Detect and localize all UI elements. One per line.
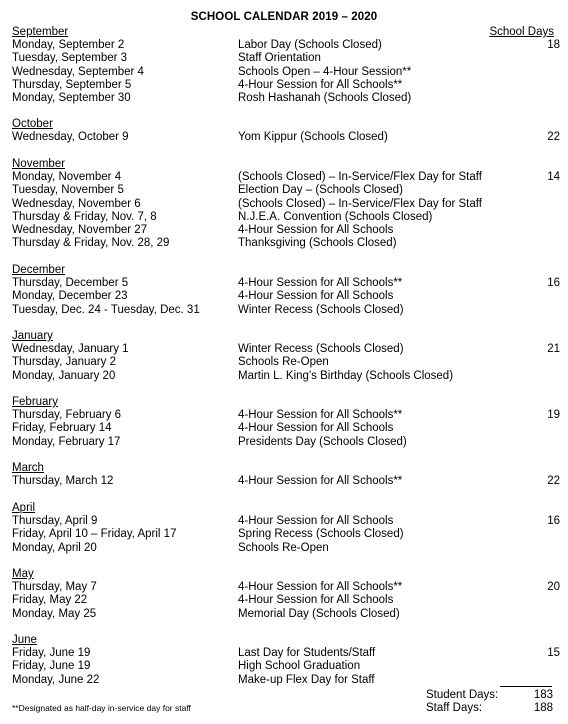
- row-date: Thursday, February 6: [12, 409, 122, 422]
- row-date: Monday, September 2: [12, 39, 125, 52]
- month-section-june: [12, 634, 560, 687]
- row-date: Tuesday, September 3: [12, 52, 128, 65]
- row-date: Thursday, January 2: [12, 356, 116, 369]
- row-event: Spring Recess (Schools Closed): [238, 528, 404, 541]
- month-heading: March: [12, 462, 44, 474]
- calendar-row: [12, 39, 560, 52]
- row-event: 4-Hour Session for All Schools: [238, 290, 394, 303]
- calendar-row: [12, 581, 560, 594]
- row-date: Thursday, September 5: [12, 78, 132, 91]
- month-section-october: [12, 118, 560, 144]
- calendar-row: [12, 304, 560, 317]
- month-section-january: [12, 330, 560, 383]
- month-school-days: 18: [547, 39, 560, 52]
- row-event: (Schools Closed) – In-Service/Flex Day for Staff: [238, 197, 482, 210]
- calendar-row: [12, 211, 560, 224]
- row-date: Wednesday, November 27: [12, 223, 148, 236]
- calendar-row: [12, 66, 560, 79]
- calendar-row: [12, 409, 560, 422]
- month-section-february: [12, 396, 560, 449]
- school-days-column-header: School Days: [489, 26, 554, 38]
- row-event: Thanksgiving (Schools Closed): [238, 237, 397, 250]
- student-days-value: 183: [533, 689, 553, 701]
- month-section-september: [12, 26, 560, 105]
- row-date: Monday, November 4: [12, 171, 122, 184]
- calendar-row: [12, 184, 560, 197]
- calendar-row: [12, 356, 560, 369]
- row-date: Thursday, May 7: [12, 581, 97, 594]
- row-date: Thursday & Friday, Nov. 28, 29: [12, 237, 170, 250]
- month-school-days: 15: [547, 647, 560, 660]
- calendar-row: [12, 422, 560, 435]
- calendar-row: [12, 660, 560, 673]
- month-heading: December: [12, 264, 66, 276]
- month-heading: November: [12, 158, 66, 170]
- month-school-days: 14: [547, 171, 560, 184]
- row-event: High School Graduation: [238, 660, 361, 673]
- row-event: 4-Hour Session for All Schools**: [238, 78, 403, 91]
- row-event: Schools Open – 4-Hour Session**: [238, 65, 412, 78]
- row-event: 4-Hour Session for All Schools: [238, 223, 394, 236]
- month-heading: April: [12, 502, 36, 514]
- row-date: Tuesday, Dec. 24 - Tuesday, Dec. 31: [12, 303, 200, 316]
- month-school-days: 20: [547, 581, 560, 594]
- calendar-row: [12, 198, 560, 211]
- month-section-november: [12, 158, 560, 250]
- month-section-april: [12, 502, 560, 555]
- row-event: Schools Re-Open: [238, 356, 329, 369]
- month-school-days: 22: [547, 475, 560, 488]
- month-school-days: 22: [547, 131, 560, 144]
- staff-days-total: [426, 702, 553, 715]
- calendar-row: [12, 131, 560, 144]
- row-date: Thursday, April 9: [12, 515, 98, 528]
- row-event: 4-Hour Session for All Schools: [238, 594, 394, 607]
- row-event: 4-Hour Session for All Schools**: [238, 475, 403, 488]
- calendar-row: [12, 79, 560, 92]
- student-days-label: Student Days:: [426, 689, 499, 701]
- row-date: Monday, April 20: [12, 541, 97, 554]
- row-date: Thursday, March 12: [12, 475, 114, 488]
- calendar-row: [12, 475, 560, 488]
- calendar-row: [12, 647, 560, 660]
- month-heading: June: [12, 634, 37, 646]
- month-section-december: [12, 264, 560, 317]
- month-heading: September: [12, 26, 69, 38]
- month-heading: May: [12, 568, 34, 580]
- month-school-days: 21: [547, 343, 560, 356]
- calendar-row: [12, 370, 560, 383]
- calendar-row: [12, 515, 560, 528]
- row-date: Friday, April 10 – Friday, April 17: [12, 528, 177, 541]
- calendar-row: [12, 277, 560, 290]
- row-date: Wednesday, November 6: [12, 197, 141, 210]
- row-date: Wednesday, September 4: [12, 65, 144, 78]
- row-date: Wednesday, January 1: [12, 343, 129, 356]
- calendar-row: [12, 608, 560, 621]
- month-heading: January: [12, 330, 53, 342]
- month-section-may: [12, 568, 560, 621]
- row-event: N.J.E.A. Convention (Schools Closed): [238, 210, 433, 223]
- row-event: Martin L. King's Birthday (Schools Closed): [238, 369, 454, 382]
- row-date: Friday, June 19: [12, 660, 91, 673]
- month-school-days: 19: [547, 409, 560, 422]
- row-date: Monday, December 23: [12, 290, 128, 303]
- calendar-row: [12, 674, 560, 687]
- page-title: SCHOOL CALENDAR 2019 – 2020: [190, 11, 378, 23]
- row-event: 4-Hour Session for All Schools**: [238, 409, 403, 422]
- month-heading: October: [12, 118, 53, 130]
- calendar-row: [12, 224, 560, 237]
- calendar-row: [12, 528, 560, 541]
- calendar-row: [12, 290, 560, 303]
- row-date: Thursday, December 5: [12, 277, 129, 290]
- calendar-row: [12, 92, 560, 105]
- calendar-row: [12, 542, 560, 555]
- row-event: Schools Re-Open: [238, 541, 329, 554]
- row-event: Yom Kippur (Schools Closed): [238, 131, 388, 144]
- row-date: Friday, February 14: [12, 422, 112, 435]
- row-event: 4-Hour Session for All Schools: [238, 515, 394, 528]
- row-event: Rosh Hashanah (Schools Closed): [238, 91, 412, 104]
- month-section-march: [12, 462, 560, 488]
- row-event: Make-up Flex Day for Staff: [238, 673, 375, 686]
- calendar-row: [12, 436, 560, 449]
- row-date: Thursday & Friday, Nov. 7, 8: [12, 210, 157, 223]
- row-event: Presidents Day (Schools Closed): [238, 435, 407, 448]
- totals-divider: [500, 686, 552, 687]
- row-event: Staff Orientation: [238, 52, 321, 65]
- row-event: Winter Recess (Schools Closed): [238, 343, 404, 356]
- calendar-row: [12, 171, 560, 184]
- calendar-row: [12, 52, 560, 65]
- row-event: Last Day for Students/Staff: [238, 647, 376, 660]
- month-heading: February: [12, 396, 59, 408]
- row-event: 4-Hour Session for All Schools**: [238, 581, 403, 594]
- row-date: Friday, May 22: [12, 594, 88, 607]
- staff-days-label: Staff Days:: [426, 702, 483, 714]
- row-event: 4-Hour Session for All Schools**: [238, 277, 403, 290]
- row-date: Friday, June 19: [12, 647, 91, 660]
- row-event: Winter Recess (Schools Closed): [238, 303, 404, 316]
- month-school-days: 16: [547, 277, 560, 290]
- calendar-row: [12, 594, 560, 607]
- row-event: (Schools Closed) – In-Service/Flex Day for Staff: [238, 171, 482, 184]
- row-date: Tuesday, November 5: [12, 184, 124, 197]
- row-date: Monday, May 25: [12, 607, 97, 620]
- row-date: Monday, June 22: [12, 673, 100, 686]
- staff-days-value: 188: [533, 702, 553, 714]
- row-event: Election Day – (Schools Closed): [238, 184, 403, 197]
- footnote: **Designated as half-day in-service day for staff: [12, 703, 191, 713]
- row-date: Monday, January 20: [12, 369, 116, 382]
- row-event: 4-Hour Session for All Schools: [238, 422, 394, 435]
- row-event: Labor Day (Schools Closed): [238, 39, 382, 52]
- row-date: Monday, September 30: [12, 91, 131, 104]
- row-date: Wednesday, October 9: [12, 131, 129, 144]
- row-date: Monday, February 17: [12, 435, 121, 448]
- student-days-total: [426, 689, 553, 702]
- calendar-row: [12, 237, 560, 250]
- month-school-days: 16: [547, 515, 560, 528]
- row-event: Memorial Day (Schools Closed): [238, 607, 400, 620]
- calendar-row: [12, 343, 560, 356]
